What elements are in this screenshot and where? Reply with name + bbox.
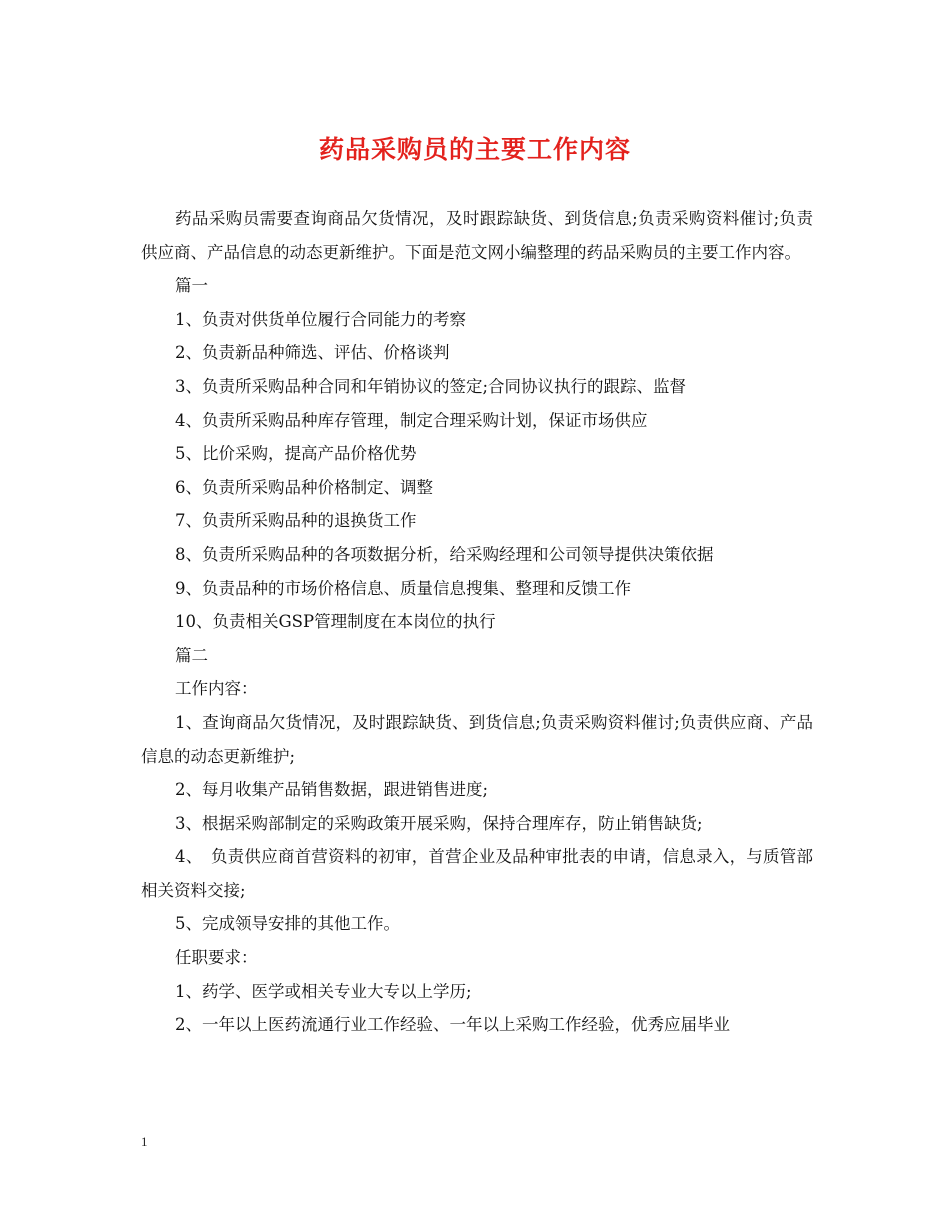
intro-paragraph: 药品采购员需要查询商品欠货情况，及时跟踪缺货、到货信息;负责采购资料催讨;负责供应商、产品信息的动态更新维护。下面是范文网小编整理的药品采购员的主要工作内容。 (141, 209, 813, 262)
list-item: 9、负责品种的市场价格信息、质量信息搜集、整理和反馈工作 (175, 578, 631, 598)
list-item: 8、负责所采购品种的各项数据分析，给采购经理和公司领导提供决策依据 (175, 544, 714, 564)
list-item: 2、每月收集产品销售数据，跟进销售进度; (175, 780, 489, 800)
list-item: 10、负责相关GSP管理制度在本岗位的执行 (175, 612, 496, 632)
list-item: 2、负责新品种筛选、评估、价格谈判 (175, 343, 450, 363)
document-body (141, 202, 813, 1042)
list-item: 1、负责对供货单位履行合同能力的考察 (175, 309, 466, 329)
list-item: 5、完成领导安排的其他工作。 (175, 914, 400, 934)
subheading-requirements: 任职要求： (175, 948, 258, 968)
list-item: 3、负责所采购品种合同和年销协议的签定;合同协议执行的跟踪、监督 (175, 376, 687, 396)
list-item: 1、药学、医学或相关专业大专以上学历; (175, 981, 472, 1001)
section-heading-part-two: 篇二 (175, 645, 208, 665)
list-item: 3、根据采购部制定的采购政策开展采购，保持合理库存，防止销售缺货; (175, 813, 703, 833)
subheading-job-content: 工作内容： (175, 679, 258, 699)
list-item: 4、负责所采购品种库存管理，制定合理采购计划，保证市场供应 (175, 410, 648, 430)
list-item: 4、 负责供应商首营资料的初审，首营企业及品种审批表的申请，信息录入，与质管部相关资料交接; (141, 847, 813, 900)
document-title: 药品采购员的主要工作内容 (318, 135, 631, 164)
list-item: 5、比价采购，提高产品价格优势 (175, 444, 417, 464)
list-item: 2、一年以上医药流通行业工作经验、一年以上采购工作经验，优秀应届毕业 (175, 1015, 730, 1035)
page-number: 1 (141, 1134, 148, 1149)
list-item: 1、查询商品欠货情况，及时跟踪缺货、到货信息;负责采购资料催讨;负责供应商、产品信息的动态更新维护; (141, 712, 813, 766)
list-item: 7、负责所采购品种的退换货工作 (175, 511, 417, 531)
list-item: 6、负责所采购品种价格制定、调整 (175, 477, 433, 497)
section-heading-part-one: 篇一 (175, 276, 208, 296)
